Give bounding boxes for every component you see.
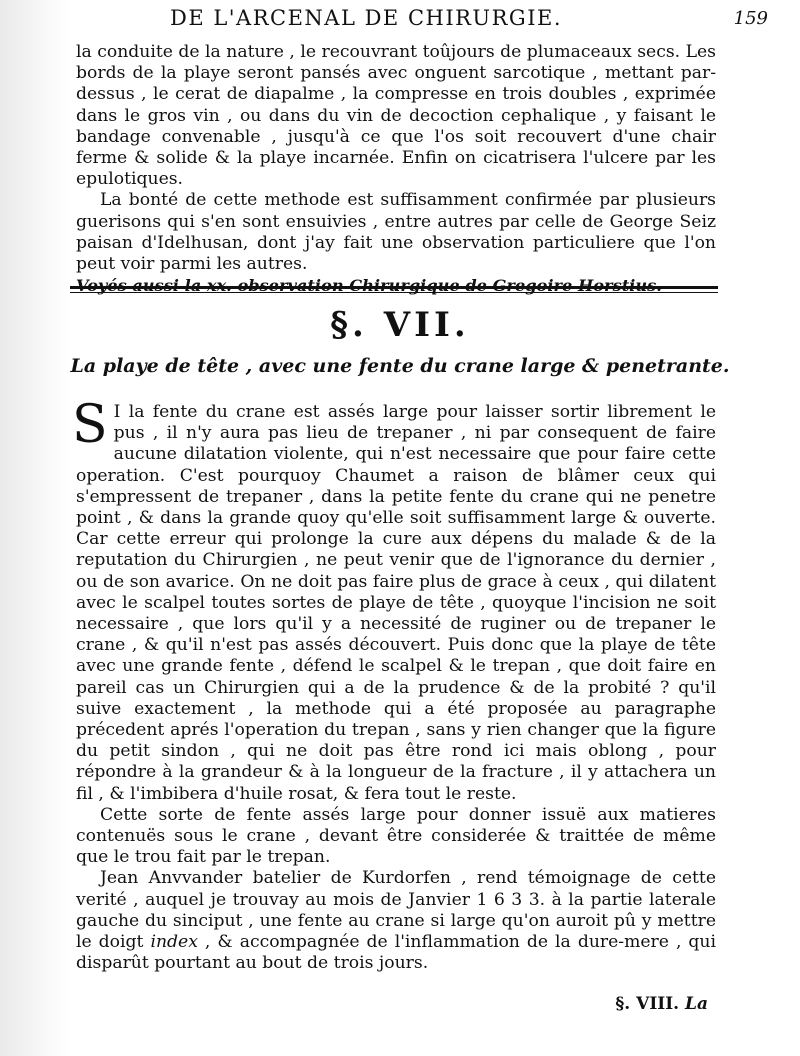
running-title: DE L'ARCENAL DE CHIRURGIE.	[170, 6, 563, 30]
italic-word: index	[150, 932, 198, 953]
catchword	[615, 994, 708, 1014]
paragraph: La bonté de cette methode est suffisamment confirmée par plusieurs guerisons qui s'en sont ensuivies , entre autres par celle de George Seiz paisan d'Idelhusan, dont j'ay fait une observation particuliere que l'on peut voir parmi les autres.	[76, 190, 716, 275]
main-text-block	[72, 395, 716, 974]
paragraph	[76, 868, 716, 974]
running-head	[170, 6, 776, 32]
paragraph-text: Jean Anvvander batelier de Kurdorfen , rend témoignage de cette verité , auquel je trouvay au mois de Janvier 1 6 3 3. à la partie laterale gauche du sinciput , une fente au crane si large qu'on auroit pû y mettre le doigt	[76, 868, 716, 953]
paragraph: Cette sorte de fente assés large pour donner issuë aux matieres contenuës sous le crane , devant être considerée & traittée de même que le trou fait par le trepan.	[76, 804, 716, 868]
paragraph: la conduite de la nature , le recouvrant toûjours de plumaceaux secs. Les bords de la playe seront pansés avec onguent sarcotique , mettant par-dessus , le cerat de diapalme , la compresse en trois doubles , exprimée dans le gros vin , ou dans du vin de decoction cephalique , y faisant le bandage convenable , jusqu'à ce que l'os soit recouvert d'une chair ferme & solide & la playe incarnée. Enfin on cicatrisera l'ulcere par les epulotiques.	[76, 42, 716, 190]
reference-note: Voyés aussi la xx. observation Chirurgique de Gregoire Horstius.	[76, 276, 662, 296]
section-rule-thick	[70, 286, 718, 289]
section-subtitle: La playe de tête , avec une fente du crane large & penetrante.	[70, 355, 730, 377]
top-text-block	[76, 42, 716, 296]
catchword-section: §. VIII.	[615, 994, 680, 1014]
section-rule-thin	[70, 292, 718, 293]
paragraph-text: I la fente du crane est assés large pour laisser sortir librement le pus , il n'y aura pas lieu de trepaner , ni par consequent de faire aucune dilatation violente, qui n'est necessaire que pour faire cette operation. C'est pourquoy Chaumet a raison de blâmer ceux qui s'empressent de trepaner , dans la petite fente du crane qui ne penetre point , & dans la grande quoy qu'elle soit suffisamment large & ouverte. Car cette erreur qui prolonge la cure aux dépens du malade & de la reputation du Chirurgien , ne peut venir que de l'ignorance du dernier , ou de son avarice. On ne doit pas faire plus de grace à ceux , qui dilatent avec le scalpel toutes sortes de playe de tête , quoyque l'incision ne soit necessaire , que lors qu'il y a necessité de ruginer ou de trepaner le crane , & qu'il n'est pas assés découvert. Puis donc que la playe de tête avec une grande fente , défend le scalpel & le trepan , que doit faire en pareil cas un Chirurgien qui a de la prudence & de la probité ? qu'il suive exactement , la methode qui a été proposée au paragraphe précedent aprés l'operation du trepan , sans y rien changer que la figure du petit sindon , qui ne doit pas être rond ici mais oblong , pour répondre à la grandeur & à la longueur de la fracture , il y attachera un fil , & l'imbibera d'huile rosat, & fera tout le reste.	[76, 402, 716, 804]
catchword-word: La	[685, 994, 708, 1014]
page-number: 159	[733, 8, 768, 29]
paragraph-text: , & accompagnée de l'inflammation de la dure-mere , qui disparût pourtant au bout de trois jours.	[76, 932, 716, 974]
drop-cap: S	[72, 395, 108, 455]
paragraph	[72, 395, 716, 805]
section-heading: §. VII.	[330, 305, 470, 345]
